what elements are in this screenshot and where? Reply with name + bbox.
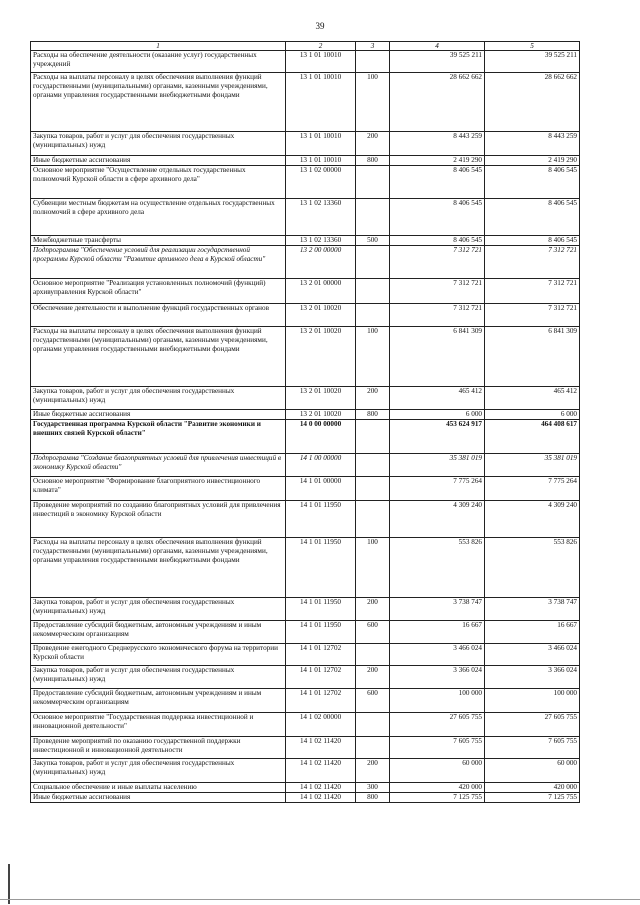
- row-amount-2: 35 381 019: [485, 454, 580, 477]
- row-name: Основное мероприятие "Государственная поддержка инвестиционной и инновационной деятельности": [31, 713, 286, 737]
- row-amount-2: 8 406 545: [485, 236, 580, 246]
- row-name: Подпрограмма "Создание благоприятных условий для привлечения инвестиций в экономику Курской области": [31, 454, 286, 477]
- row-expense-type: [356, 477, 390, 501]
- bottom-scan-edge: [0, 899, 640, 900]
- row-amount-2: 6 000: [485, 410, 580, 420]
- row-expense-type: 300: [356, 783, 390, 793]
- table-row: [31, 644, 580, 666]
- row-amount-1: 7 605 755: [390, 737, 485, 759]
- row-expense-type: [356, 166, 390, 199]
- row-target-code: 14 1 02 11420: [286, 759, 356, 783]
- row-name: Проведение мероприятий по оказанию государственной поддержки инвестиционной и инновационной деятельности: [31, 737, 286, 759]
- row-amount-1: 60 000: [390, 759, 485, 783]
- table-row: [31, 783, 580, 793]
- table-row: [31, 501, 580, 538]
- budget-table: [30, 41, 580, 803]
- row-amount-2: 28 662 662: [485, 73, 580, 132]
- row-target-code: 13 2 01 10020: [286, 387, 356, 410]
- row-expense-type: 100: [356, 73, 390, 132]
- table-row: [31, 621, 580, 644]
- row-amount-2: 3 738 747: [485, 598, 580, 621]
- row-expense-type: 200: [356, 666, 390, 689]
- row-amount-2: 100 000: [485, 689, 580, 713]
- row-name: Межбюджетные трансферты: [31, 236, 286, 246]
- row-amount-2: 3 466 024: [485, 644, 580, 666]
- row-name: Закупка товаров, работ и услуг для обеспечения государственных (муниципальных) нужд: [31, 387, 286, 410]
- row-target-code: 13 1 01 10010: [286, 132, 356, 156]
- table-row: [31, 410, 580, 420]
- row-name: Государственная программа Курской области "Развитие экономики и внешних связей Курской области": [31, 420, 286, 454]
- row-target-code: 13 2 01 00000: [286, 279, 356, 304]
- row-amount-1: 7 312 721: [390, 279, 485, 304]
- row-amount-1: 7 125 755: [390, 793, 485, 803]
- row-amount-2: 60 000: [485, 759, 580, 783]
- row-expense-type: 600: [356, 689, 390, 713]
- row-name: Расходы на выплаты персоналу в целях обеспечения выполнения функций государственными (муниципальными) органами, казенными учреждениями, органами управления государственными внебюджетными фондами: [31, 327, 286, 387]
- row-target-code: 14 1 01 11950: [286, 538, 356, 598]
- row-amount-2: 464 408 617: [485, 420, 580, 454]
- row-amount-2: 420 000: [485, 783, 580, 793]
- row-target-code: 14 1 01 11950: [286, 501, 356, 538]
- table-row: [31, 737, 580, 759]
- row-amount-2: 4 309 240: [485, 501, 580, 538]
- row-expense-type: [356, 454, 390, 477]
- row-amount-1: 35 381 019: [390, 454, 485, 477]
- row-expense-type: [356, 246, 390, 279]
- row-amount-1: 8 406 545: [390, 166, 485, 199]
- row-expense-type: 100: [356, 327, 390, 387]
- row-amount-1: 8 443 259: [390, 132, 485, 156]
- row-target-code: 13 1 02 00000: [286, 166, 356, 199]
- row-target-code: 13 2 01 10020: [286, 410, 356, 420]
- row-expense-type: 200: [356, 132, 390, 156]
- row-name: Проведение мероприятий по созданию благоприятных условий для привлечения инвестиций в экономику Курской области: [31, 501, 286, 538]
- row-target-code: 13 1 01 10010: [286, 156, 356, 166]
- row-amount-1: 2 419 290: [390, 156, 485, 166]
- row-amount-1: 39 525 211: [390, 51, 485, 73]
- table-row: [31, 666, 580, 689]
- table-row: [31, 156, 580, 166]
- table-row: [31, 477, 580, 501]
- row-expense-type: 500: [356, 236, 390, 246]
- row-name: Расходы на выплаты персоналу в целях обеспечения выполнения функций государственными (муниципальными) органами, казенными учреждениями, органами управления государственными внебюджетными фондами: [31, 538, 286, 598]
- row-amount-2: 27 605 755: [485, 713, 580, 737]
- row-target-code: 13 2 01 10020: [286, 327, 356, 387]
- table-row: [31, 598, 580, 621]
- row-expense-type: 100: [356, 538, 390, 598]
- row-expense-type: [356, 279, 390, 304]
- table-row: [31, 713, 580, 737]
- table-row: [31, 199, 580, 236]
- row-amount-2: 7 605 755: [485, 737, 580, 759]
- row-amount-1: 465 412: [390, 387, 485, 410]
- row-expense-type: 200: [356, 759, 390, 783]
- row-amount-1: 16 667: [390, 621, 485, 644]
- row-name: Иные бюджетные ассигнования: [31, 793, 286, 803]
- row-amount-2: 7 312 721: [485, 304, 580, 327]
- row-amount-1: 6 000: [390, 410, 485, 420]
- row-target-code: 14 1 01 12702: [286, 666, 356, 689]
- row-target-code: 14 1 00 00000: [286, 454, 356, 477]
- row-expense-type: [356, 644, 390, 666]
- row-amount-2: 8 406 545: [485, 166, 580, 199]
- row-expense-type: [356, 501, 390, 538]
- row-amount-1: 553 826: [390, 538, 485, 598]
- column-header-code: 2: [286, 42, 356, 51]
- row-name: Иные бюджетные ассигнования: [31, 156, 286, 166]
- row-amount-1: 28 662 662: [390, 73, 485, 132]
- row-amount-1: 6 841 309: [390, 327, 485, 387]
- row-name: Подпрограмма "Обеспечение условий для реализации государственной программы Курской области "Развитие архивного дела в Курской области": [31, 246, 286, 279]
- row-target-code: 14 1 01 11950: [286, 621, 356, 644]
- row-name: Закупка товаров, работ и услуг для обеспечения государственных (муниципальных) нужд: [31, 598, 286, 621]
- row-amount-2: 7 312 721: [485, 279, 580, 304]
- row-amount-2: 7 312 721: [485, 246, 580, 279]
- row-target-code: 14 1 02 00000: [286, 713, 356, 737]
- row-expense-type: 200: [356, 387, 390, 410]
- row-amount-1: 7 312 721: [390, 246, 485, 279]
- row-name: Расходы на выплаты персоналу в целях обеспечения выполнения функций государственными (муниципальными) органами, казенными учреждениями, органами управления государственными внебюджетными фондами: [31, 73, 286, 132]
- table-row: [31, 246, 580, 279]
- page-number: 39: [315, 21, 325, 31]
- row-name: Предоставление субсидий бюджетным, автономным учреждениям и иным некоммерческим организациям: [31, 689, 286, 713]
- table-row: [31, 689, 580, 713]
- row-name: Расходы на обеспечение деятельности (оказание услуг) государственных учреждений: [31, 51, 286, 73]
- row-expense-type: 800: [356, 793, 390, 803]
- row-name: Проведение ежегодного Среднерусского экономического форума на территории Курской области: [31, 644, 286, 666]
- table-row: [31, 166, 580, 199]
- table-row: [31, 420, 580, 454]
- row-target-code: 13 2 00 00000: [286, 246, 356, 279]
- row-target-code: 14 1 02 11420: [286, 783, 356, 793]
- table-row: [31, 279, 580, 304]
- column-header-expense-type: 3: [356, 42, 390, 51]
- row-target-code: 13 1 02 13360: [286, 236, 356, 246]
- row-amount-1: 420 000: [390, 783, 485, 793]
- row-expense-type: 200: [356, 598, 390, 621]
- row-amount-2: 3 366 024: [485, 666, 580, 689]
- row-name: Социальное обеспечение и иные выплаты населению: [31, 783, 286, 793]
- row-name: Основное мероприятие "Формирование благоприятного инвестиционного климата": [31, 477, 286, 501]
- table-row: [31, 538, 580, 598]
- row-amount-1: 8 406 545: [390, 236, 485, 246]
- column-header-amount-2: 5: [485, 42, 580, 51]
- row-amount-2: 7 125 755: [485, 793, 580, 803]
- table-row: [31, 454, 580, 477]
- table-row: [31, 793, 580, 803]
- row-amount-1: 7 775 264: [390, 477, 485, 501]
- row-name: Закупка товаров, работ и услуг для обеспечения государственных (муниципальных) нужд: [31, 759, 286, 783]
- row-amount-1: 100 000: [390, 689, 485, 713]
- row-amount-2: 2 419 290: [485, 156, 580, 166]
- row-amount-1: 3 738 747: [390, 598, 485, 621]
- row-amount-1: 7 312 721: [390, 304, 485, 327]
- table-row: [31, 236, 580, 246]
- row-target-code: 14 1 01 00000: [286, 477, 356, 501]
- table-row: [31, 132, 580, 156]
- row-target-code: 13 1 01 10010: [286, 73, 356, 132]
- left-margin-mark: [8, 864, 10, 904]
- row-expense-type: [356, 51, 390, 73]
- row-target-code: 14 1 01 12702: [286, 644, 356, 666]
- row-amount-1: 27 605 755: [390, 713, 485, 737]
- row-expense-type: 800: [356, 156, 390, 166]
- table-row: [31, 51, 580, 73]
- row-target-code: 13 2 01 10020: [286, 304, 356, 327]
- row-expense-type: 600: [356, 621, 390, 644]
- row-target-code: 13 1 01 10010: [286, 51, 356, 73]
- row-target-code: 14 1 01 11950: [286, 598, 356, 621]
- row-name: Основное мероприятие "Реализация установленных полномочий (функций) архивуправления Курской области": [31, 279, 286, 304]
- table-row: [31, 327, 580, 387]
- row-expense-type: [356, 199, 390, 236]
- row-amount-2: 8 443 259: [485, 132, 580, 156]
- row-amount-2: 16 667: [485, 621, 580, 644]
- table-row: [31, 387, 580, 410]
- row-name: Закупка товаров, работ и услуг для обеспечения государственных (муниципальных) нужд: [31, 132, 286, 156]
- row-target-code: 14 1 01 12702: [286, 689, 356, 713]
- row-name: Предоставление субсидий бюджетным, автономным учреждениям и иным некоммерческим организациям: [31, 621, 286, 644]
- table-row: [31, 73, 580, 132]
- row-name: Закупка товаров, работ и услуг для обеспечения государственных (муниципальных) нужд: [31, 666, 286, 689]
- row-amount-1: 3 466 024: [390, 644, 485, 666]
- row-expense-type: [356, 713, 390, 737]
- row-name: Основное мероприятие "Осуществление отдельных государственных полномочий Курской области в сфере архивного дела": [31, 166, 286, 199]
- row-amount-2: 7 775 264: [485, 477, 580, 501]
- row-amount-2: 553 826: [485, 538, 580, 598]
- row-name: Иные бюджетные ассигнования: [31, 410, 286, 420]
- row-amount-2: 465 412: [485, 387, 580, 410]
- row-amount-1: 8 406 545: [390, 199, 485, 236]
- row-name: Субвенции местным бюджетам на осуществление отдельных государственных полномочий в сфере архивного дела: [31, 199, 286, 236]
- row-target-code: 14 1 02 11420: [286, 793, 356, 803]
- row-amount-2: 39 525 211: [485, 51, 580, 73]
- row-expense-type: [356, 420, 390, 454]
- row-expense-type: 800: [356, 410, 390, 420]
- row-name: Обеспечение деятельности и выполнение функций государственных органов: [31, 304, 286, 327]
- column-header-amount-1: 4: [390, 42, 485, 51]
- row-amount-2: 8 406 545: [485, 199, 580, 236]
- table-row: [31, 304, 580, 327]
- row-target-code: 14 0 00 00000: [286, 420, 356, 454]
- row-target-code: 13 1 02 13360: [286, 199, 356, 236]
- row-target-code: 14 1 02 11420: [286, 737, 356, 759]
- row-expense-type: [356, 304, 390, 327]
- table-row: [31, 759, 580, 783]
- row-amount-1: 453 624 917: [390, 420, 485, 454]
- row-expense-type: [356, 737, 390, 759]
- row-amount-1: 4 309 240: [390, 501, 485, 538]
- header-row: [31, 42, 580, 51]
- column-header-name: 1: [31, 42, 286, 51]
- row-amount-1: 3 366 024: [390, 666, 485, 689]
- row-amount-2: 6 841 309: [485, 327, 580, 387]
